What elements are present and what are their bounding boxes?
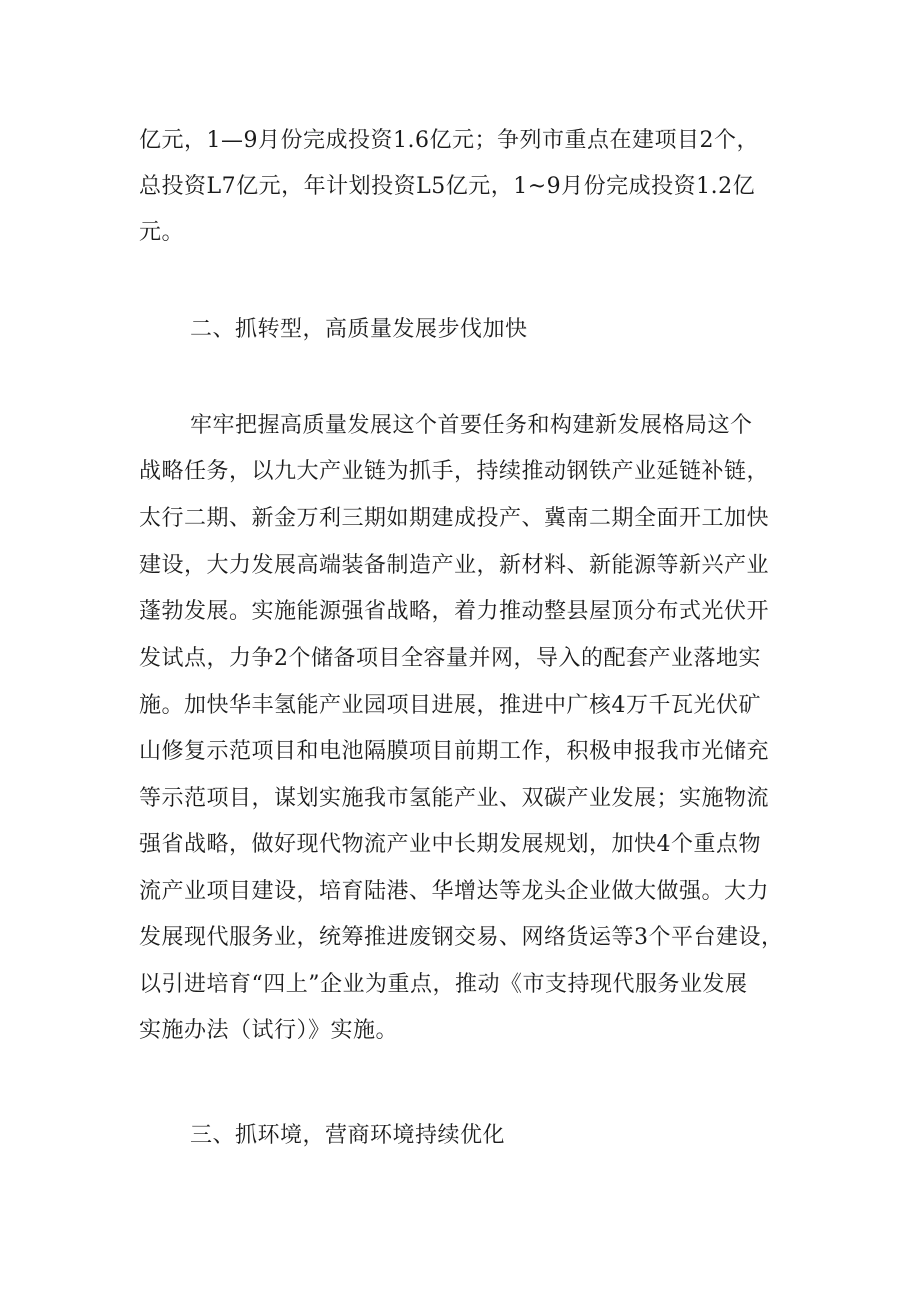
paragraph-line: 山修复示范项目和电池隔膜项目前期工作，积极申报我市光储充 <box>139 739 770 764</box>
paragraph-line: 等示范项目，谋划实施我市氢能产业、双碳产业发展；实施物流 <box>139 786 770 811</box>
section-heading: 二、抓转型，高质量发展步伐加快 <box>190 317 528 342</box>
paragraph-line: 牢牢把握高质量发展这个首要任务和构建新发展格局这个 <box>190 413 753 438</box>
paragraph-line: 实施办法（试行）》实施。 <box>139 1018 399 1043</box>
paragraph-line: 施。加快华丰氢能产业园项目进展，推进中广核4万千瓦光伏矿 <box>139 693 761 718</box>
paragraph-line: 发试点，力争2个储备项目全容量并网，导入的配套产业落地实 <box>139 646 761 671</box>
paragraph-line: 太行二期、新金万利三期如期建成投产、冀南二期全面开工加快 <box>139 506 770 531</box>
paragraph-line: 总投资L7亿元，年计划投资L5亿元，1~9月份完成投资1.2亿 <box>139 174 756 199</box>
paragraph-line: 战略任务，以九大产业链为抓手，持续推动钢铁产业延链补链， <box>139 459 770 484</box>
paragraph-line: 亿元，1—9月份完成投资1.6亿元；争列市重点在建项目2个， <box>139 128 759 153</box>
paragraph-line: 流产业项目建设，培育陆港、华增达等龙头企业做大做强。大力 <box>139 879 770 904</box>
paragraph-line: 发展现代服务业，统筹推进废钢交易、网络货运等3个平台建设， <box>139 925 784 950</box>
paragraph-line: 元。 <box>139 220 185 245</box>
section-heading: 三、抓环境，营商环境持续优化 <box>190 1123 506 1148</box>
paragraph-line: 强省战略，做好现代物流产业中长期发展规划，加快4个重点物 <box>139 832 761 857</box>
paragraph-line: 以引进培育“四上”企业为重点，推动《市支持现代服务业发展 <box>139 972 748 997</box>
paragraph-line: 蓬勃发展。实施能源强省战略，着力推动整县屋顶分布式光伏开 <box>139 599 770 624</box>
paragraph-line: 建设，大力发展高端装备制造产业，新材料、新能源等新兴产业 <box>139 553 770 578</box>
